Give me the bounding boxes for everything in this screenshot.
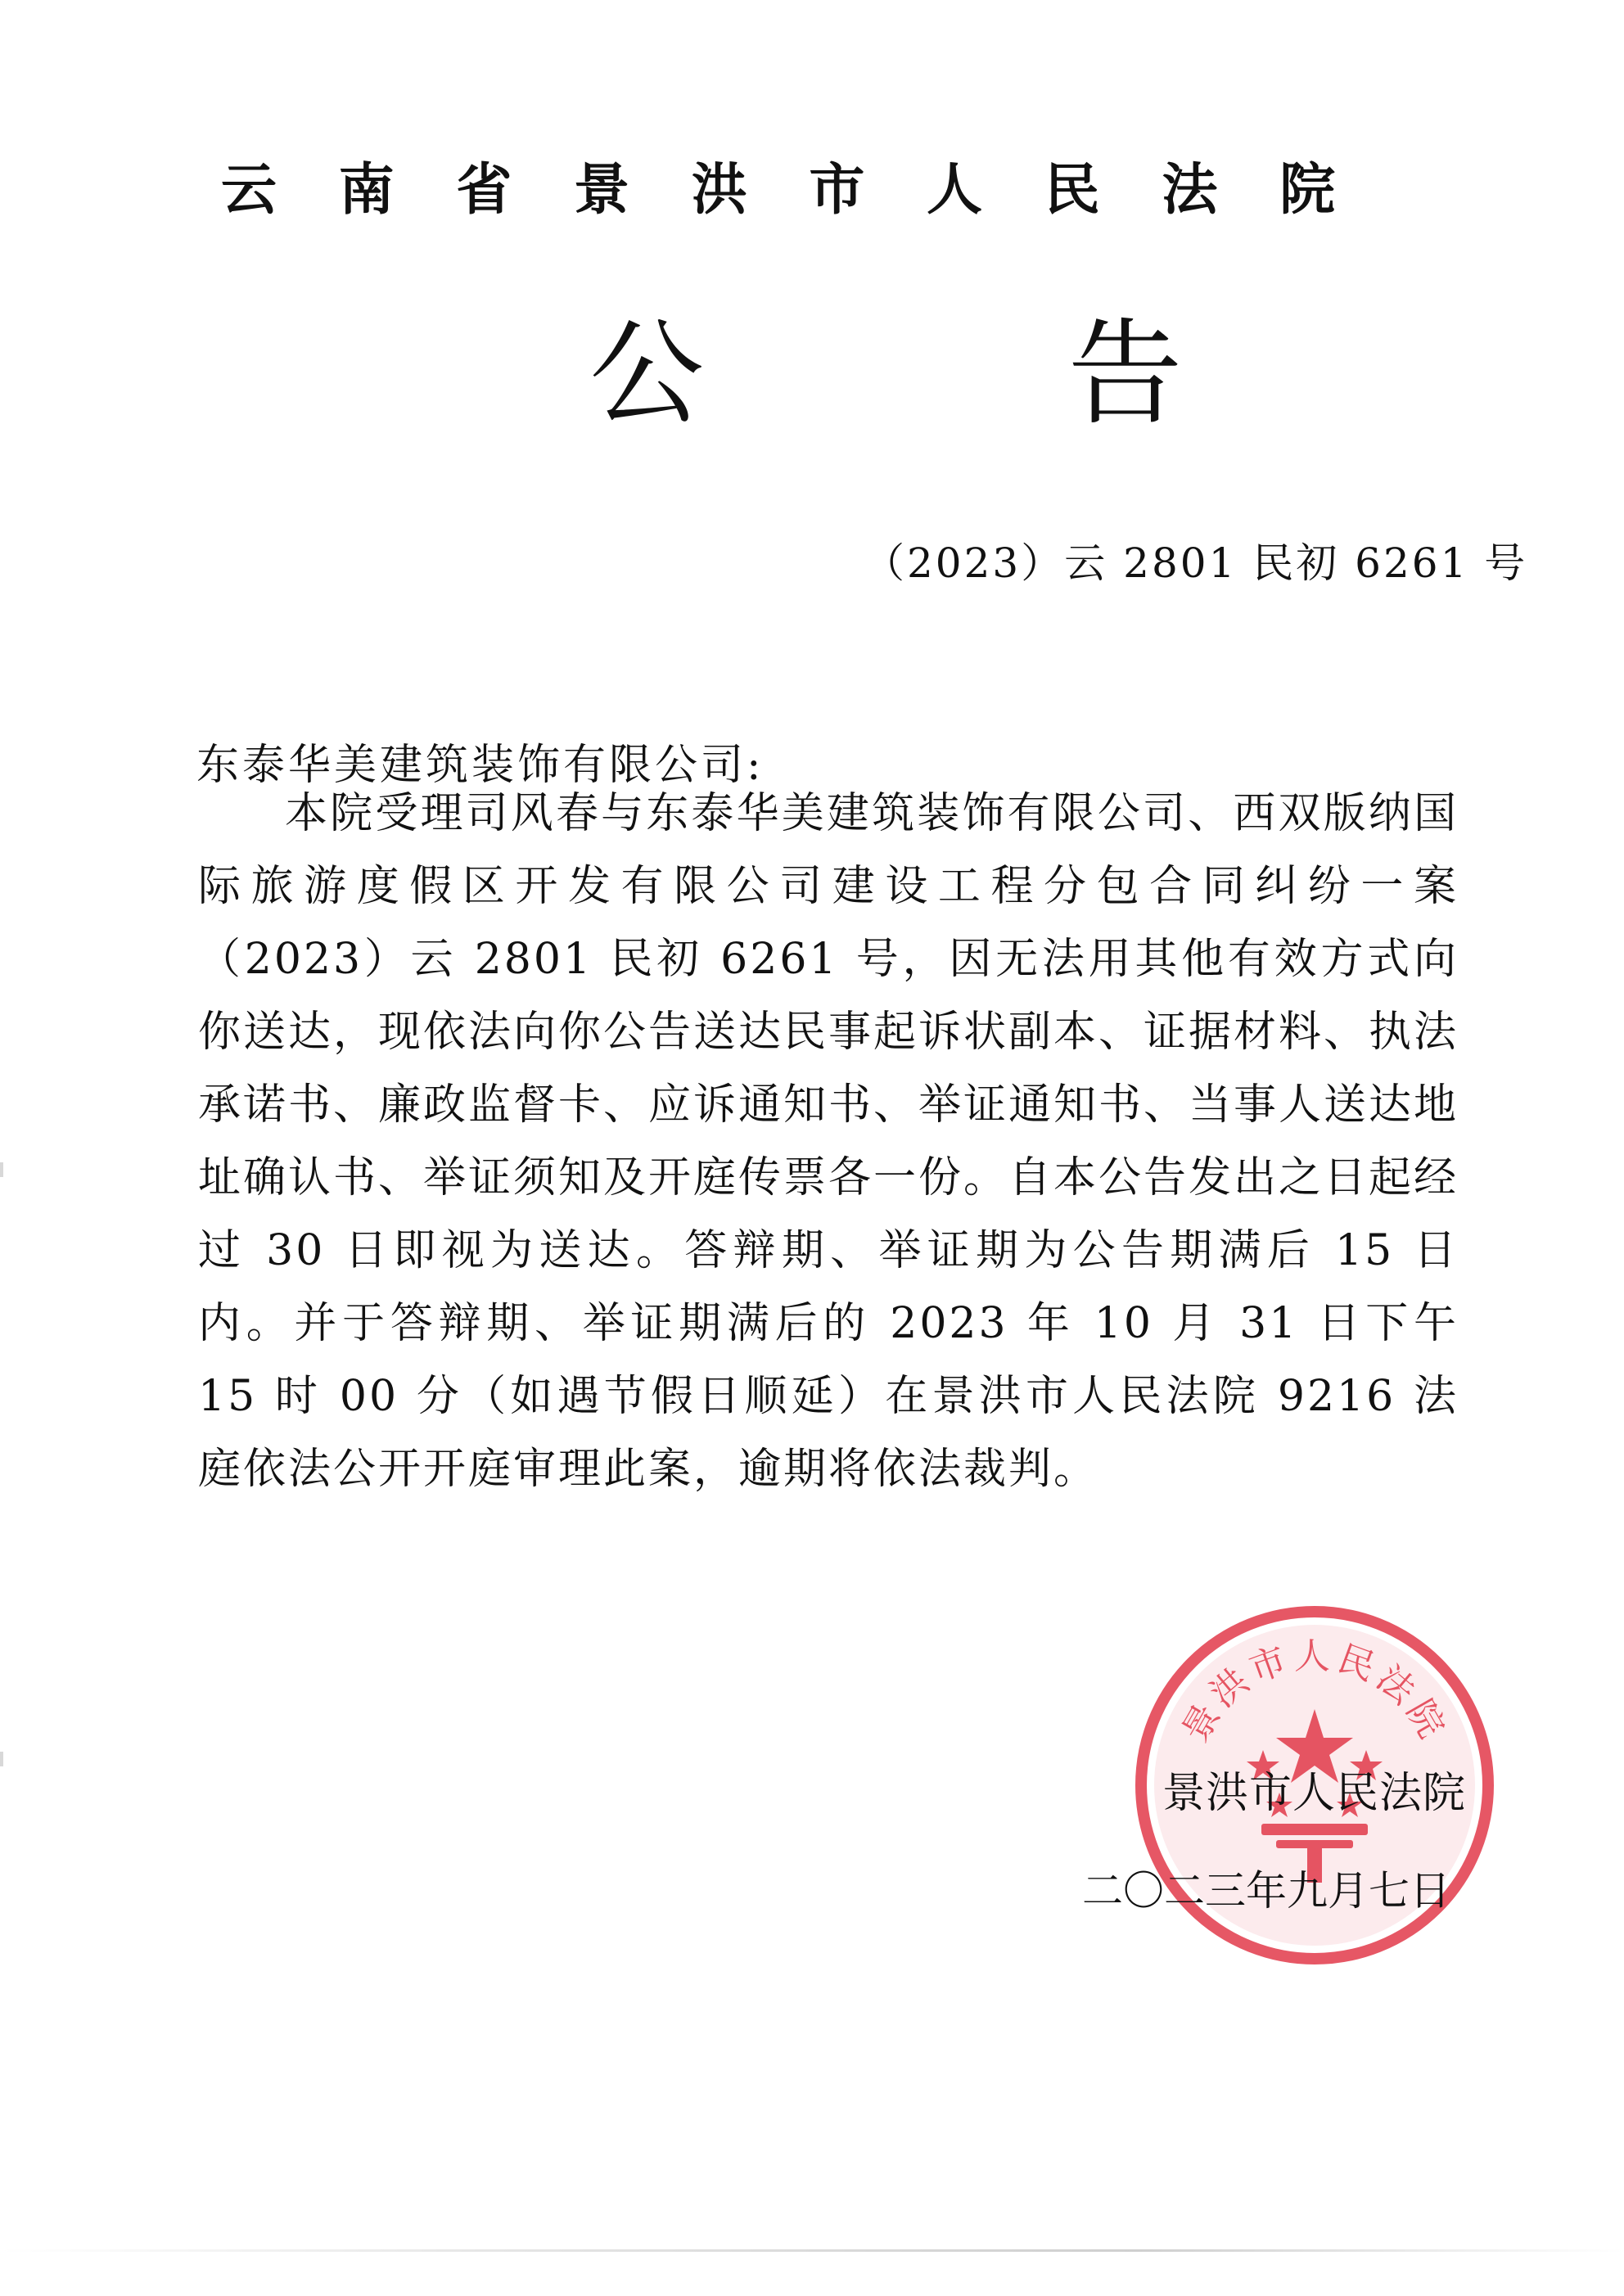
- document-title: 公 告: [589, 308, 1347, 441]
- signature-court: 景洪市人民法院: [1162, 1769, 1467, 1818]
- notice-body: 本院受理司风春与东泰华美建筑装饰有限公司、西双版纳国际旅游度假区开发有限公司建设工程分包合同纠纷一案（2023）云 2801 民初 6261 号，因无法用其他有效方式向你送达，现依法向你公告送达民事起诉状副本、证据材料、执法承诺书、廉政监督卡、应诉通知书、举证通知书、当事人送达地址确认书、举证须知及开庭传票各一份。自本公告发出之日起经过 30 日即视为送达。答辩期、举证期为公告期满后 15 日内。并于答辩期、举证期满后的 2023 年 10 月 31 日下午 15 时 00 分（如遇节假日顺延）在景洪市人民法院 9216 法庭依法公开开庭审理此案，逾期将依法裁判。: [198, 789, 1459, 1494]
- scan-margin-mark: [0, 1752, 3, 1766]
- addressee: 东泰华美建筑装饰有限公司:: [196, 741, 765, 790]
- scan-edge-line: [0, 2249, 1624, 2252]
- court-name: 云 南 省 景 洪 市 人 民 法 院: [221, 158, 1357, 223]
- signature-date: 二〇二三年九月七日: [1082, 1867, 1450, 1915]
- scan-margin-mark: [0, 1162, 3, 1177]
- svg-text:景洪市人民法院: 景洪市人民法院: [1174, 1635, 1455, 1749]
- case-number: （2023）云 2801 民初 6261 号: [864, 539, 1528, 587]
